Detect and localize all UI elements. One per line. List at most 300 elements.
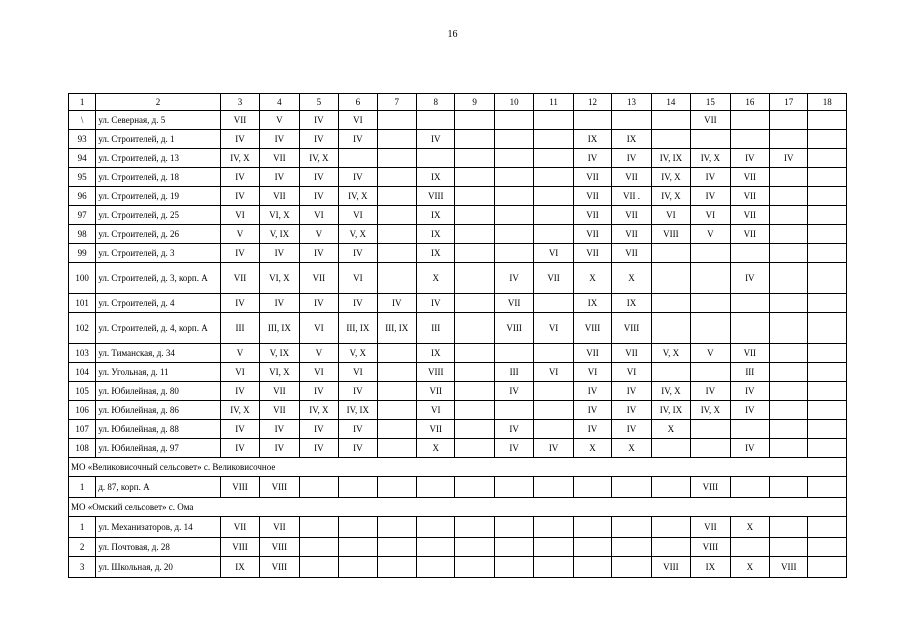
table-cell: VIII	[573, 313, 611, 344]
column-header: 3	[220, 94, 259, 111]
header-row	[69, 94, 847, 111]
table-cell: VII	[494, 294, 533, 313]
table-cell: IV	[770, 149, 808, 168]
table-cell	[730, 420, 769, 439]
row-number: \	[69, 111, 96, 130]
table-cell	[808, 363, 847, 382]
table-cell: X	[573, 263, 611, 294]
table-row	[69, 206, 847, 225]
table-cell: V	[299, 344, 338, 363]
table-cell	[808, 344, 847, 363]
row-number: 104	[69, 363, 96, 382]
table-cell	[612, 477, 651, 498]
table-cell: VII	[220, 517, 259, 538]
table-cell	[573, 538, 611, 557]
row-number: 96	[69, 187, 96, 206]
table-cell: VI	[534, 244, 573, 263]
table-cell: IV	[299, 187, 338, 206]
address-cell: ул. Северная, д. 5	[96, 111, 220, 130]
table-cell: VIII	[494, 313, 533, 344]
table-cell: IV	[260, 168, 299, 187]
table-cell	[770, 538, 808, 557]
table-cell: IV	[417, 130, 455, 149]
table-cell: IV, X	[651, 382, 690, 401]
table-cell	[730, 538, 769, 557]
table-cell	[417, 538, 455, 557]
table-cell	[651, 439, 690, 458]
row-number: 101	[69, 294, 96, 313]
table-cell	[651, 313, 690, 344]
table-cell	[534, 517, 573, 538]
table-row	[69, 439, 847, 458]
table-cell: VII	[534, 263, 573, 294]
table-cell	[534, 130, 573, 149]
table-cell: VI	[612, 363, 651, 382]
address-cell: ул. Юбилейная, д. 80	[96, 382, 220, 401]
column-header: 7	[377, 94, 416, 111]
table-cell	[651, 263, 690, 294]
table-cell	[339, 538, 377, 557]
table-cell	[770, 401, 808, 420]
table-cell	[770, 111, 808, 130]
table-cell: VII	[612, 225, 651, 244]
table-cell	[808, 477, 847, 498]
table-cell: IV	[377, 294, 416, 313]
table-row	[69, 344, 847, 363]
table-cell	[494, 557, 533, 578]
column-header: 18	[808, 94, 847, 111]
table-cell	[455, 244, 494, 263]
table-cell: X	[612, 439, 651, 458]
table-cell	[770, 420, 808, 439]
table-cell: VII	[691, 517, 730, 538]
table-cell	[534, 111, 573, 130]
table-row	[69, 168, 847, 187]
table-row	[69, 313, 847, 344]
table-cell: IV	[260, 244, 299, 263]
table-cell: IV	[573, 382, 611, 401]
table-cell	[770, 439, 808, 458]
table-cell	[770, 477, 808, 498]
table-cell: IV	[339, 168, 377, 187]
table-cell	[417, 557, 455, 578]
table-cell: VIII	[651, 557, 690, 578]
table-cell: IX	[612, 294, 651, 313]
table-cell: IV, IX	[651, 401, 690, 420]
table-cell: IX	[220, 557, 259, 578]
row-number: 1	[69, 477, 96, 498]
address-cell: ул. Строителей, д. 25	[96, 206, 220, 225]
table-cell	[573, 557, 611, 578]
column-header: 5	[299, 94, 338, 111]
table-row	[69, 420, 847, 439]
table-cell	[377, 344, 416, 363]
table-cell	[494, 187, 533, 206]
table-cell	[455, 149, 494, 168]
table-cell	[534, 382, 573, 401]
row-number: 105	[69, 382, 96, 401]
address-cell: ул. Строителей, д. 1	[96, 130, 220, 149]
table-cell	[377, 477, 416, 498]
table-cell	[573, 477, 611, 498]
table-cell: IV	[612, 401, 651, 420]
table-cell: VII	[612, 244, 651, 263]
table-cell: IV	[730, 263, 769, 294]
table-cell: VII	[260, 382, 299, 401]
table-cell	[534, 420, 573, 439]
table-cell	[534, 168, 573, 187]
table-cell	[455, 130, 494, 149]
table-cell: VI	[299, 206, 338, 225]
table-row	[69, 477, 847, 498]
table-cell: VIII	[612, 313, 651, 344]
table-cell: VI	[220, 363, 259, 382]
table-cell	[339, 149, 377, 168]
table-cell	[808, 263, 847, 294]
table-cell: VII	[417, 420, 455, 439]
table-cell: IV	[299, 130, 338, 149]
table-cell	[691, 420, 730, 439]
table-cell: VI	[534, 363, 573, 382]
table-cell: IV	[494, 382, 533, 401]
table-cell: IX	[417, 225, 455, 244]
table-cell: IV	[339, 382, 377, 401]
table-cell: V	[691, 225, 730, 244]
table-cell: IV	[573, 420, 611, 439]
row-number: 106	[69, 401, 96, 420]
table-cell	[494, 477, 533, 498]
table-cell: VIII	[691, 477, 730, 498]
table-cell: IV	[494, 263, 533, 294]
table-cell	[377, 517, 416, 538]
row-number: 2	[69, 538, 96, 557]
table-cell: V	[220, 344, 259, 363]
table-cell	[612, 111, 651, 130]
address-cell: ул. Строителей, д. 26	[96, 225, 220, 244]
table-cell	[339, 557, 377, 578]
table-cell: IX	[612, 130, 651, 149]
table-cell: IV	[299, 244, 338, 263]
table-cell	[494, 206, 533, 225]
table-cell: IV	[260, 439, 299, 458]
table-cell: IV	[612, 149, 651, 168]
table-cell: IV	[494, 420, 533, 439]
table-cell	[770, 263, 808, 294]
table-cell	[808, 382, 847, 401]
column-header: 9	[455, 94, 494, 111]
row-number: 97	[69, 206, 96, 225]
table-cell: X	[730, 557, 769, 578]
table-cell: IV	[573, 149, 611, 168]
table-cell: VI, X	[260, 263, 299, 294]
table-cell	[534, 344, 573, 363]
table-cell	[377, 557, 416, 578]
table-cell	[808, 517, 847, 538]
table-cell	[770, 225, 808, 244]
table-cell	[770, 168, 808, 187]
table-cell: VI	[651, 206, 690, 225]
table-cell: IV	[299, 439, 338, 458]
table-cell: VII	[573, 206, 611, 225]
table-cell	[651, 244, 690, 263]
table-cell	[808, 244, 847, 263]
table-cell: VIII	[770, 557, 808, 578]
table-cell: VIII	[417, 187, 455, 206]
table-cell: IV, IX	[651, 149, 690, 168]
table-cell	[691, 294, 730, 313]
table-cell	[770, 363, 808, 382]
table-cell: IV	[299, 420, 338, 439]
table-row	[69, 187, 847, 206]
table-row	[69, 294, 847, 313]
table-cell	[808, 538, 847, 557]
table-cell: IV	[612, 382, 651, 401]
table-cell: X	[651, 420, 690, 439]
column-header: 16	[730, 94, 769, 111]
table-cell: IV	[299, 111, 338, 130]
table-cell	[573, 517, 611, 538]
table-cell: X	[612, 263, 651, 294]
row-number: 103	[69, 344, 96, 363]
table-cell	[770, 187, 808, 206]
table-cell: IX	[573, 130, 611, 149]
table-cell: IV	[730, 149, 769, 168]
row-number: 102	[69, 313, 96, 344]
table-cell: IV, X	[691, 149, 730, 168]
table-row	[69, 263, 847, 294]
table-cell	[730, 294, 769, 313]
table-cell: V, IX	[260, 344, 299, 363]
table-cell	[377, 187, 416, 206]
table-cell	[691, 130, 730, 149]
row-number: 3	[69, 557, 96, 578]
table-cell	[730, 313, 769, 344]
table-cell: IV, X	[220, 149, 259, 168]
address-cell: ул. Строителей, д. 4	[96, 294, 220, 313]
table-cell	[691, 263, 730, 294]
table-cell: VII .	[612, 187, 651, 206]
table-cell: V, IX	[260, 225, 299, 244]
table-cell	[651, 294, 690, 313]
row-number: 98	[69, 225, 96, 244]
table-cell: III	[494, 363, 533, 382]
table-cell: VI	[339, 206, 377, 225]
table-cell: VII	[299, 263, 338, 294]
table-cell	[455, 168, 494, 187]
table-cell: IV	[339, 439, 377, 458]
table-cell: VI	[339, 363, 377, 382]
table-cell: VII	[573, 168, 611, 187]
table-cell: VI	[417, 401, 455, 420]
table-cell	[417, 111, 455, 130]
table-cell: VI	[573, 363, 611, 382]
table-cell	[534, 206, 573, 225]
table-cell	[730, 111, 769, 130]
table-cell	[455, 111, 494, 130]
table-cell: VII	[612, 168, 651, 187]
table-cell	[377, 439, 416, 458]
table-cell: IV	[339, 130, 377, 149]
table-cell: III	[417, 313, 455, 344]
table-row	[69, 244, 847, 263]
table-cell: IV	[260, 420, 299, 439]
table-cell	[377, 263, 416, 294]
table-cell: IV, X	[299, 401, 338, 420]
address-cell: ул. Механизаторов, д. 14	[96, 517, 220, 538]
table-cell	[770, 294, 808, 313]
table-cell: V	[260, 111, 299, 130]
table-cell: IV	[339, 420, 377, 439]
table-cell	[808, 557, 847, 578]
table-cell	[377, 168, 416, 187]
row-number: 94	[69, 149, 96, 168]
table-cell	[651, 517, 690, 538]
table-cell: IV	[220, 294, 259, 313]
table-cell: VIII	[260, 557, 299, 578]
address-cell: ул. Юбилейная, д. 88	[96, 420, 220, 439]
table-cell: IV	[691, 168, 730, 187]
table-cell: IV	[220, 244, 259, 263]
table-cell: VII	[573, 225, 611, 244]
row-number: 107	[69, 420, 96, 439]
table-cell	[455, 439, 494, 458]
table-cell: IV	[417, 294, 455, 313]
table-cell: IV	[260, 294, 299, 313]
table-cell	[377, 420, 416, 439]
column-header: 4	[260, 94, 299, 111]
column-header: 12	[573, 94, 611, 111]
table-cell	[691, 363, 730, 382]
table-cell	[377, 225, 416, 244]
table-cell: IV	[573, 401, 611, 420]
table-cell	[612, 517, 651, 538]
table-cell	[808, 294, 847, 313]
table-cell: V	[220, 225, 259, 244]
table-cell: V, X	[339, 344, 377, 363]
table-cell: VI	[299, 363, 338, 382]
table-cell: IV	[691, 382, 730, 401]
table-cell: VII	[573, 344, 611, 363]
table-cell: IV	[691, 187, 730, 206]
table-row	[69, 111, 847, 130]
table-cell	[534, 557, 573, 578]
table-cell: V	[299, 225, 338, 244]
table-cell	[377, 206, 416, 225]
table-cell	[494, 130, 533, 149]
table-cell	[299, 538, 338, 557]
table-cell	[339, 517, 377, 538]
table-cell: IV, X	[220, 401, 259, 420]
table-cell	[808, 168, 847, 187]
table-cell: V, X	[339, 225, 377, 244]
table-cell	[494, 538, 533, 557]
address-cell: ул. Юбилейная, д. 86	[96, 401, 220, 420]
table-cell: VI	[534, 313, 573, 344]
table-cell: IV	[220, 382, 259, 401]
table-cell	[417, 517, 455, 538]
table-cell: IV, IX	[339, 401, 377, 420]
table-cell: VIII	[220, 538, 259, 557]
table-body	[69, 94, 847, 578]
table-cell: VII	[730, 225, 769, 244]
table-cell	[808, 439, 847, 458]
data-table	[68, 93, 847, 578]
table-cell: VII	[220, 263, 259, 294]
table-cell: IV	[339, 244, 377, 263]
table-cell: VII	[612, 206, 651, 225]
column-header: 13	[612, 94, 651, 111]
table-cell	[534, 401, 573, 420]
table-cell: VII	[260, 187, 299, 206]
table-cell: IV	[494, 439, 533, 458]
table-cell	[770, 382, 808, 401]
table-cell	[651, 477, 690, 498]
table-cell: IX	[691, 557, 730, 578]
table-cell	[455, 363, 494, 382]
section-row	[69, 458, 847, 477]
table-row	[69, 557, 847, 578]
table-cell	[494, 111, 533, 130]
row-number: 95	[69, 168, 96, 187]
column-header: 8	[417, 94, 455, 111]
table-row	[69, 382, 847, 401]
column-header: 2	[96, 94, 220, 111]
table-cell: IV, X	[339, 187, 377, 206]
table-cell	[808, 313, 847, 344]
table-cell	[808, 187, 847, 206]
table-cell: VII	[612, 344, 651, 363]
table-cell: III	[220, 313, 259, 344]
address-cell: ул. Угольная, д. 11	[96, 363, 220, 382]
table-cell	[770, 130, 808, 149]
table-cell: IV	[220, 420, 259, 439]
table-cell	[455, 313, 494, 344]
address-cell: ул. Строителей, д. 3	[96, 244, 220, 263]
table-cell	[455, 263, 494, 294]
table-cell	[377, 401, 416, 420]
table-cell	[730, 244, 769, 263]
table-cell: VI	[339, 111, 377, 130]
table-cell	[494, 401, 533, 420]
table-cell: IV	[730, 382, 769, 401]
table-row	[69, 517, 847, 538]
address-cell: ул. Строителей, д. 3, корп. А	[96, 263, 220, 294]
table-cell: IX	[417, 344, 455, 363]
table-cell	[494, 244, 533, 263]
table-cell	[691, 439, 730, 458]
table-cell	[651, 111, 690, 130]
row-number: 1	[69, 517, 96, 538]
table-cell: VII	[260, 401, 299, 420]
table-cell: IV	[299, 382, 338, 401]
table-cell: IV	[260, 130, 299, 149]
table-cell	[377, 244, 416, 263]
table-cell: VII	[573, 244, 611, 263]
table-cell: VII	[260, 517, 299, 538]
table-cell: VII	[730, 168, 769, 187]
table-row	[69, 363, 847, 382]
table-cell	[299, 477, 338, 498]
table-cell	[455, 225, 494, 244]
table-cell	[691, 244, 730, 263]
table-cell	[770, 244, 808, 263]
table-cell	[770, 344, 808, 363]
table-cell	[494, 225, 533, 244]
table-cell	[808, 225, 847, 244]
table-cell: IV	[299, 168, 338, 187]
table-cell	[455, 187, 494, 206]
column-header: 17	[770, 94, 808, 111]
